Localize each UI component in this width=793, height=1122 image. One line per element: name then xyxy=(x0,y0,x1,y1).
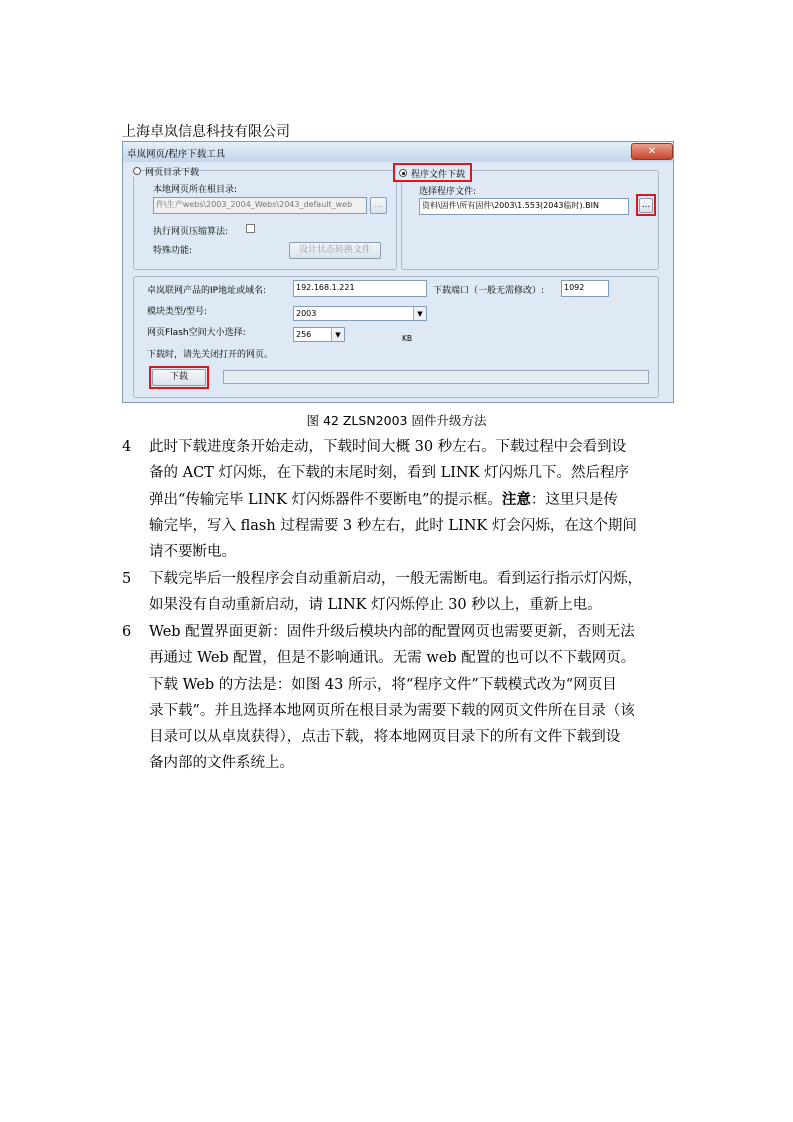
download-tool-dialog xyxy=(122,141,674,403)
flash-select[interactable] xyxy=(293,327,345,342)
step-line xyxy=(149,487,674,513)
step-line: 备内部的文件系统上。 xyxy=(149,755,294,772)
step-number: 6 xyxy=(122,624,132,640)
step-text xyxy=(149,434,674,565)
step-line: 输完毕，写入 flash 过程需要 3 秒左右，此时 LINK 灯会闪烁，在这个期间 xyxy=(149,517,637,534)
port-label: 下载端口（一般无需修改）: xyxy=(433,286,545,296)
flash-label: 网页Flash空间大小选择: xyxy=(147,328,246,338)
dialog-titlebar xyxy=(123,142,673,163)
step-line: 此时下载进度条开始走动，下载时间大概 30 秒左右。下载过程中会看到设 xyxy=(149,439,627,455)
step-line-part: 弹出“传输完毕 LINK 灯闪烁器件不要断电”的提示框。 xyxy=(149,491,502,508)
download-progress-bar xyxy=(223,370,649,384)
special-label: 特殊功能: xyxy=(153,246,193,256)
step-line: 请不要断电。 xyxy=(149,544,236,561)
prog-file-label: 选择程序文件: xyxy=(419,187,477,197)
model-select[interactable] xyxy=(293,306,427,321)
step-5 xyxy=(122,566,674,619)
compress-label: 执行网页压缩算法: xyxy=(153,227,229,237)
download-button[interactable]: 下载 xyxy=(152,369,206,386)
figure-caption: 图 42 ZLSN2003 固件升级方法 xyxy=(306,413,487,428)
note-emphasis: 注意 xyxy=(501,490,531,508)
model-label: 模块类型/型号: xyxy=(147,307,208,317)
download-note: 下载时，请先关闭打开的网页。 xyxy=(147,350,274,360)
dialog-title: 卓岚网页/程序下载工具 xyxy=(127,149,226,160)
step-text xyxy=(149,619,674,777)
step-4 xyxy=(122,434,674,566)
flash-unit: KB xyxy=(402,334,413,343)
ip-field[interactable]: 192.168.1.221 xyxy=(293,280,427,297)
step-text xyxy=(149,566,674,619)
convert-button[interactable]: 设计状态转换文件 xyxy=(289,242,381,259)
step-line: 下载 Web 的方法是：如图 43 所示，将“程序文件”下载模式改为“网页目 xyxy=(149,676,617,693)
step-number: 5 xyxy=(122,571,132,587)
web-dir-radio-label: 网页目录下载 xyxy=(145,168,200,178)
step-line-part: ：这里只是传 xyxy=(530,491,618,508)
document-header: 上海卓岚信息科技有限公司 xyxy=(122,124,290,140)
prog-file-browse-button[interactable]: ... xyxy=(639,198,653,213)
compress-checkbox[interactable] xyxy=(246,224,255,233)
prog-file-radio-highlight[interactable] xyxy=(393,163,472,182)
prog-file-radio[interactable] xyxy=(399,169,407,177)
step-line: 下载完毕后一般程序会自动重新启动，一般无需断电。看到运行指示灯闪烁， xyxy=(149,571,642,587)
step-line: 录下载”。并且选择本地网页所在根目录为需要下载的网页文件所在目录（该 xyxy=(149,702,635,719)
flash-select-value: 256 xyxy=(296,330,312,339)
web-dir-radio[interactable] xyxy=(133,167,141,175)
chevron-down-icon[interactable]: ▼ xyxy=(331,328,344,341)
step-line: 再通过 Web 配置，但是不影响通讯。无需 web 配置的也可以不下载网页。 xyxy=(149,650,636,667)
web-dir-label: 本地网页所在根目录: xyxy=(153,185,238,195)
model-select-value: 2003 xyxy=(296,309,317,318)
chevron-down-icon[interactable]: ▼ xyxy=(413,307,426,320)
close-button[interactable]: ✕ xyxy=(631,143,673,160)
web-dir-radio-wrap[interactable] xyxy=(133,165,200,178)
step-6 xyxy=(122,619,674,779)
web-dir-field[interactable]: 件\生产webs\2003_2004_Webs\2043_default_web xyxy=(153,197,367,214)
step-line: Web 配置界面更新：固件升级后模块内部的配置网页也需要更新，否则无法 xyxy=(149,624,635,640)
step-number: 4 xyxy=(122,439,132,455)
ip-label: 卓岚联网产品的IP地址或域名: xyxy=(147,286,267,296)
step-line: 如果没有自动重新启动，请 LINK 灯闪烁停止 30 秒以上，重新上电。 xyxy=(149,597,602,614)
web-dir-browse-button[interactable]: ... xyxy=(370,197,387,214)
prog-file-field[interactable]: 资料\固件\所有固件\2003\1.553(2043临时).BIN xyxy=(419,198,629,215)
prog-file-radio-label: 程序文件下载 xyxy=(411,170,466,180)
dialog-body xyxy=(123,162,673,402)
step-line: 备的 ACT 灯闪烁，在下载的末尾时刻，看到 LINK 灯闪烁几下。然后程序 xyxy=(149,465,630,482)
step-line: 目录可以从卓岚获得），点击下载，将本地网页目录下的所有文件下载到设 xyxy=(149,729,621,746)
port-field[interactable]: 1092 xyxy=(561,280,609,297)
